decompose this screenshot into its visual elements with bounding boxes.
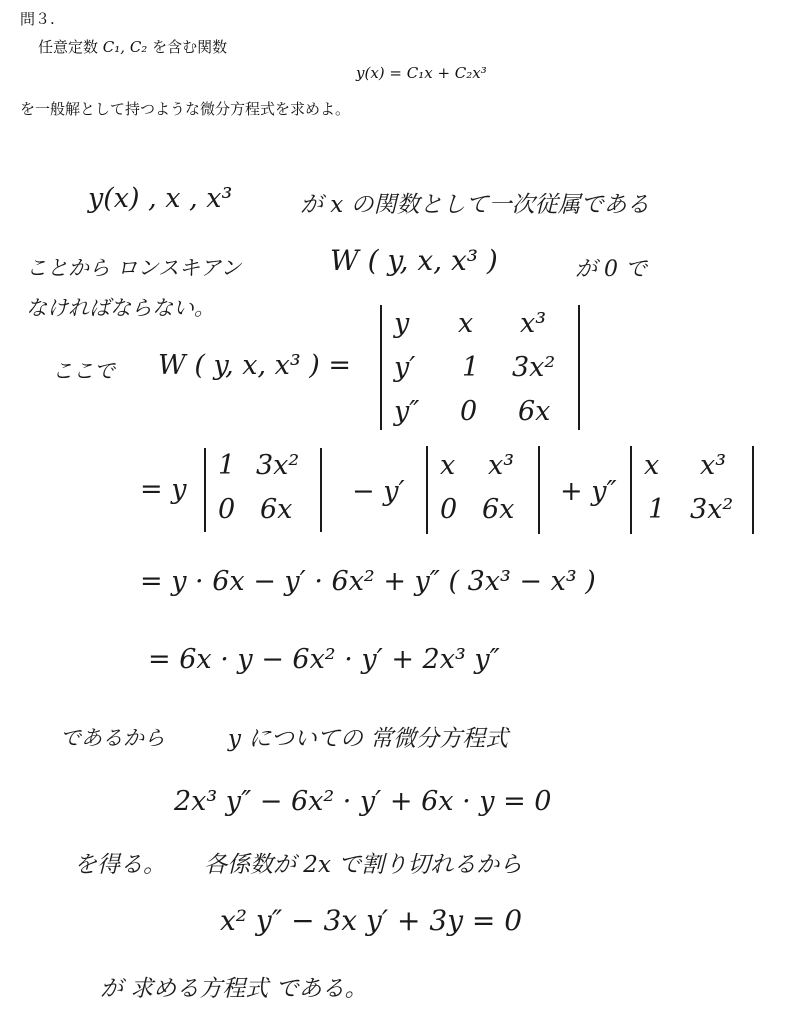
final-statement: が 求める方程式 である。	[100, 976, 368, 1002]
problem-statement	[38, 36, 227, 57]
minor2-cell: x³	[488, 450, 515, 481]
det3-cell: x	[458, 308, 474, 339]
det3-cell: 1	[462, 352, 480, 383]
obtain-label: を得る。	[74, 852, 166, 878]
solution-line2-head: ことから ロンスキアン	[26, 256, 242, 280]
constants: C₁, C₂	[102, 38, 148, 56]
solution-line1-funcs: y(x) , x , x³	[88, 183, 233, 214]
minor1-cell: 3x²	[256, 450, 300, 481]
given-function: y(x) = C₁x + C₂x³	[356, 64, 487, 82]
minor3-cell: 3x²	[690, 494, 734, 525]
det3-cell: y′	[394, 352, 416, 383]
minor1-cell: 6x	[260, 494, 293, 525]
problem-number: 問３.	[20, 10, 55, 28]
solution-line3: なければならない。	[26, 296, 215, 320]
minor2-cell: 6x	[482, 494, 515, 525]
conclusion-intro-a: であるから	[60, 726, 165, 750]
solution-line2-w: W ( y, x, x³ )	[330, 244, 498, 277]
expansion-step2: = y · 6x − y′ · 6x² + y″ ( 3x³ − x³ )	[140, 566, 596, 597]
expansion-step3: = 6x · y − 6x² · y′ + 2x³ y″	[148, 644, 500, 675]
minor3-cell: x	[644, 450, 660, 481]
problem-instruction: を一般解として持つような微分方程式を求めよ。	[20, 100, 351, 118]
statement-suffix: を含む関数	[152, 38, 228, 56]
solution-line1-tail: が x の関数として一次従属である	[300, 192, 650, 218]
minor2-cell: 0	[440, 494, 458, 525]
det3-cell: x³	[520, 308, 547, 339]
ode-final: x² y″ − 3x y′ + 3y = 0	[220, 904, 523, 937]
statement-prefix: 任意定数	[38, 38, 99, 56]
minor1-cell: 0	[218, 494, 236, 525]
solution-line2-tail: が 0 で	[575, 257, 647, 282]
det3-cell: 0	[460, 396, 478, 427]
divide-note: 各係数が 2x で割り切れるから	[204, 852, 523, 878]
det3-cell: 6x	[518, 396, 551, 427]
wronskian-expression: W ( y, x, x³ ) =	[158, 350, 352, 381]
minor2-cell: x	[440, 450, 456, 481]
det3-cell: y″	[394, 396, 420, 427]
minor1-cell: 1	[218, 450, 236, 481]
expansion-plus-y2: + y″	[560, 476, 617, 507]
det3-cell: y	[394, 308, 410, 339]
minor3-cell: x³	[700, 450, 727, 481]
ode-intermediate: 2x³ y″ − 6x² · y′ + 6x · y = 0	[174, 786, 552, 817]
expansion-minus-y1: − y′	[352, 476, 405, 507]
here-label: ここで	[52, 359, 115, 383]
det3-cell: 3x²	[512, 352, 556, 383]
minor3-cell: 1	[648, 494, 666, 525]
conclusion-intro-b: y についての 常微分方程式	[228, 726, 509, 752]
expansion-y: = y	[140, 474, 187, 505]
